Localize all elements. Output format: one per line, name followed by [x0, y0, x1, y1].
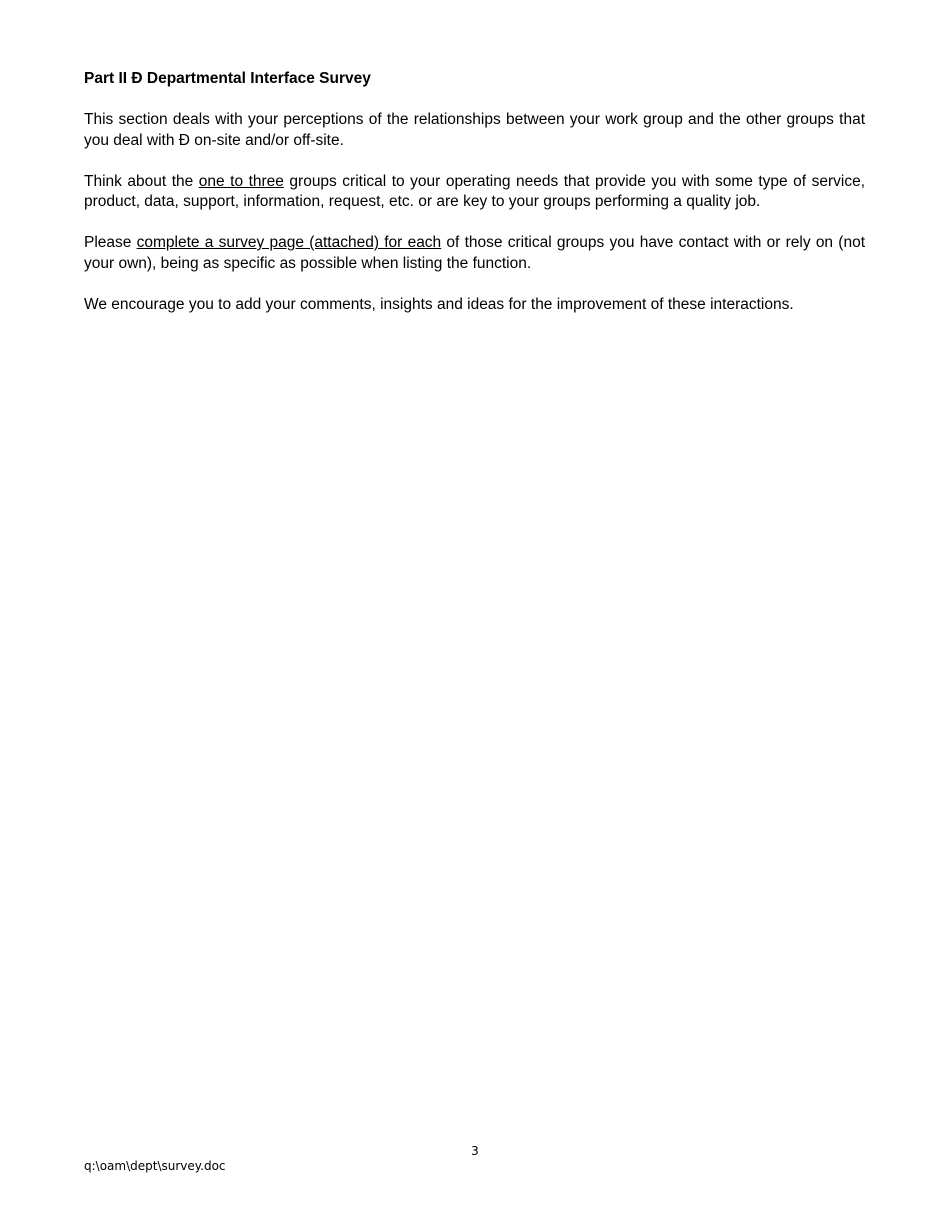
intro-paragraph: This section deals with your perceptions of the relationships between your work group and the other groups that you deal with Ð on-site and/or off-site.	[84, 111, 865, 149]
critical-groups-text-end: groups critical to your operating needs that provide you with some type of service, product, data, support, information, request, etc. or are key to your groups performing a quality job.	[84, 172, 866, 210]
page-number: 3	[471, 1144, 479, 1158]
document-body	[84, 69, 865, 336]
instructions-text-end: of those critical groups you have contact with or rely on (not your own), being as specific as possible when listing the function.	[84, 234, 865, 272]
instructions-paragraph	[84, 233, 865, 274]
critical-groups-text-start: Think about the	[84, 172, 199, 190]
instructions-text-start: Please	[84, 234, 137, 251]
footer-file-path: q:\oam\dept\survey.doc	[84, 1159, 226, 1173]
instructions-emphasis: complete a survey page (attached) for each	[136, 234, 442, 251]
comments-paragraph: We encourage you to add your comments, insights and ideas for the improvement of these interactions.	[84, 295, 794, 313]
section-heading: Part II Ð Departmental Interface Survey	[84, 70, 371, 87]
critical-groups-paragraph	[84, 172, 865, 213]
critical-groups-emphasis: one to three	[198, 172, 284, 190]
